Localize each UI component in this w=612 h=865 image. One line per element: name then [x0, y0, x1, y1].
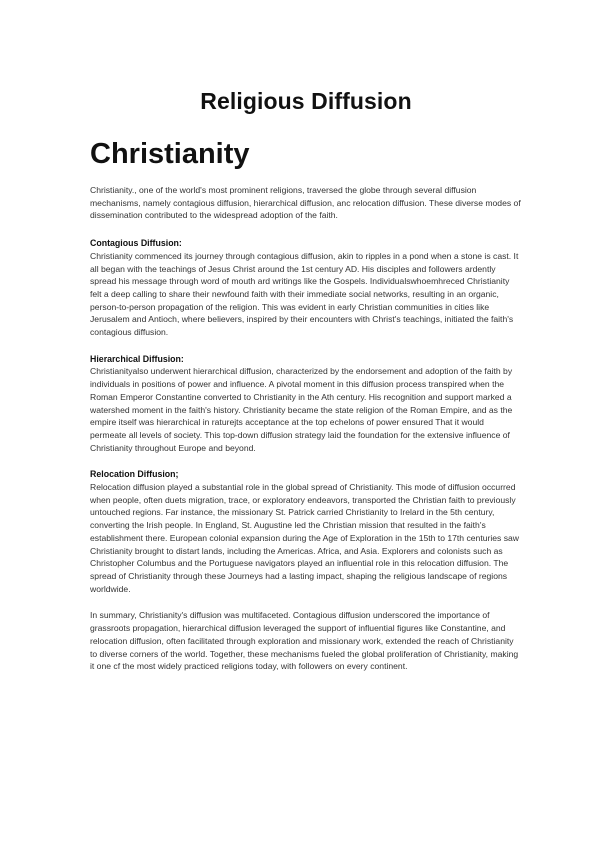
- subsection-body: Relocation diffusion played a substantial role in the global spread of Christianity. This mode of diffusion occurred when people, often duets migration, trace, or exploratory endeavors, transported the Christian faith to previously untouched regions. Far instance, the missionary St. Patrick carried Christianity to Irelard in the 5th century, converting the Irish people. In England, St. Augustine led the Christian mission that resulted in the faith's establishment there. European colonial expansion during the Age of Exploration in the 15th to 17th centuries saw Christianity brought to distart lands, including the Americas. Africa, and Asia. Explorers and colonists such as Christopher Columbus and the Portuguese navigators played an influential role in this relocation diffusion. The spread of Christianity through these Journeys had a lasting impact, shaping the religious landscape of regions worldwide.: [90, 482, 520, 594]
- intro-paragraph: Christianity., one of the world's most prominent religions, traversed the globe through several diffusion mechanisms, namely contagious diffusion, hierarchical diffusion, anc relocation diffusion. These diverse modes of dissemination contributed to the widespread adoption of the faith.: [90, 185, 521, 221]
- document-body: [90, 184, 522, 688]
- subsection-body: Christianity commenced its journey through contagious diffusion, akin to ripples in a pond when a stone is cast. It all began with the teachings of Jesus Christ around the 1st century AD. His disciples and followers ardently spread his message through word of mouth ard writings like the Gospels. Individualswhoemhreced Christianity felt a deep calling to share their newfound faith with their immediate social networks, resulting in an organic, person-to-person propagation of the religion. This was evident in early Christian communities in cities like Jerusalem and Antioch, where believers, inspired by their encounters with Christ's teachings, initiated the faith's contagious diffusion.: [90, 250, 519, 338]
- subsection-body: Christianityalso underwent hierarchical diffusion, characterized by the endorsement and adoption of the faith by individuals in positions of power and influence. A pivotal moment in this diffusion process transpired when the Roman Emperor Constantine converted to Christianity in the Ath century. His recognition and support marked a watershed moment in the faith's history. Christianity became the state religion of the Roman Empire, and as the empire itself was hierarchical in raturejts acceptance at the top echelons of power ensured That it would permeate all levels of society. This top-down diffusion strategy laid the foundation for the extensive influence of Christianity throughout Europe and beyond.: [90, 366, 513, 453]
- section-heading: Christianity: [90, 138, 250, 170]
- summary-paragraph: In summary, Christianity's diffusion was multifaceted. Contagious diffusion underscored the importance of grassroots propagation, hierarchical diffusion leveraged the support of influential figures like Constantine, and relocation diffusion, often facilitated through exploration and missionary work, extended the reach of Christianity to diverse corners of the world. Together, these mechanisms fueled the global proliferation of Christianity, making it one cf the most widely practiced religions today, with followers on every continent.: [90, 610, 519, 672]
- document-title: Religious Diffusion: [200, 88, 412, 114]
- subsection-title: Relocation Diffusion;: [90, 469, 179, 480]
- subsection-title: Contagious Diffusion:: [90, 238, 182, 249]
- hierarchical-diffusion-section: [90, 353, 522, 455]
- subsection-title: Hierarchical Diffusion:: [90, 353, 184, 364]
- relocation-diffusion-section: [90, 468, 522, 595]
- contagious-diffusion-section: [90, 237, 522, 339]
